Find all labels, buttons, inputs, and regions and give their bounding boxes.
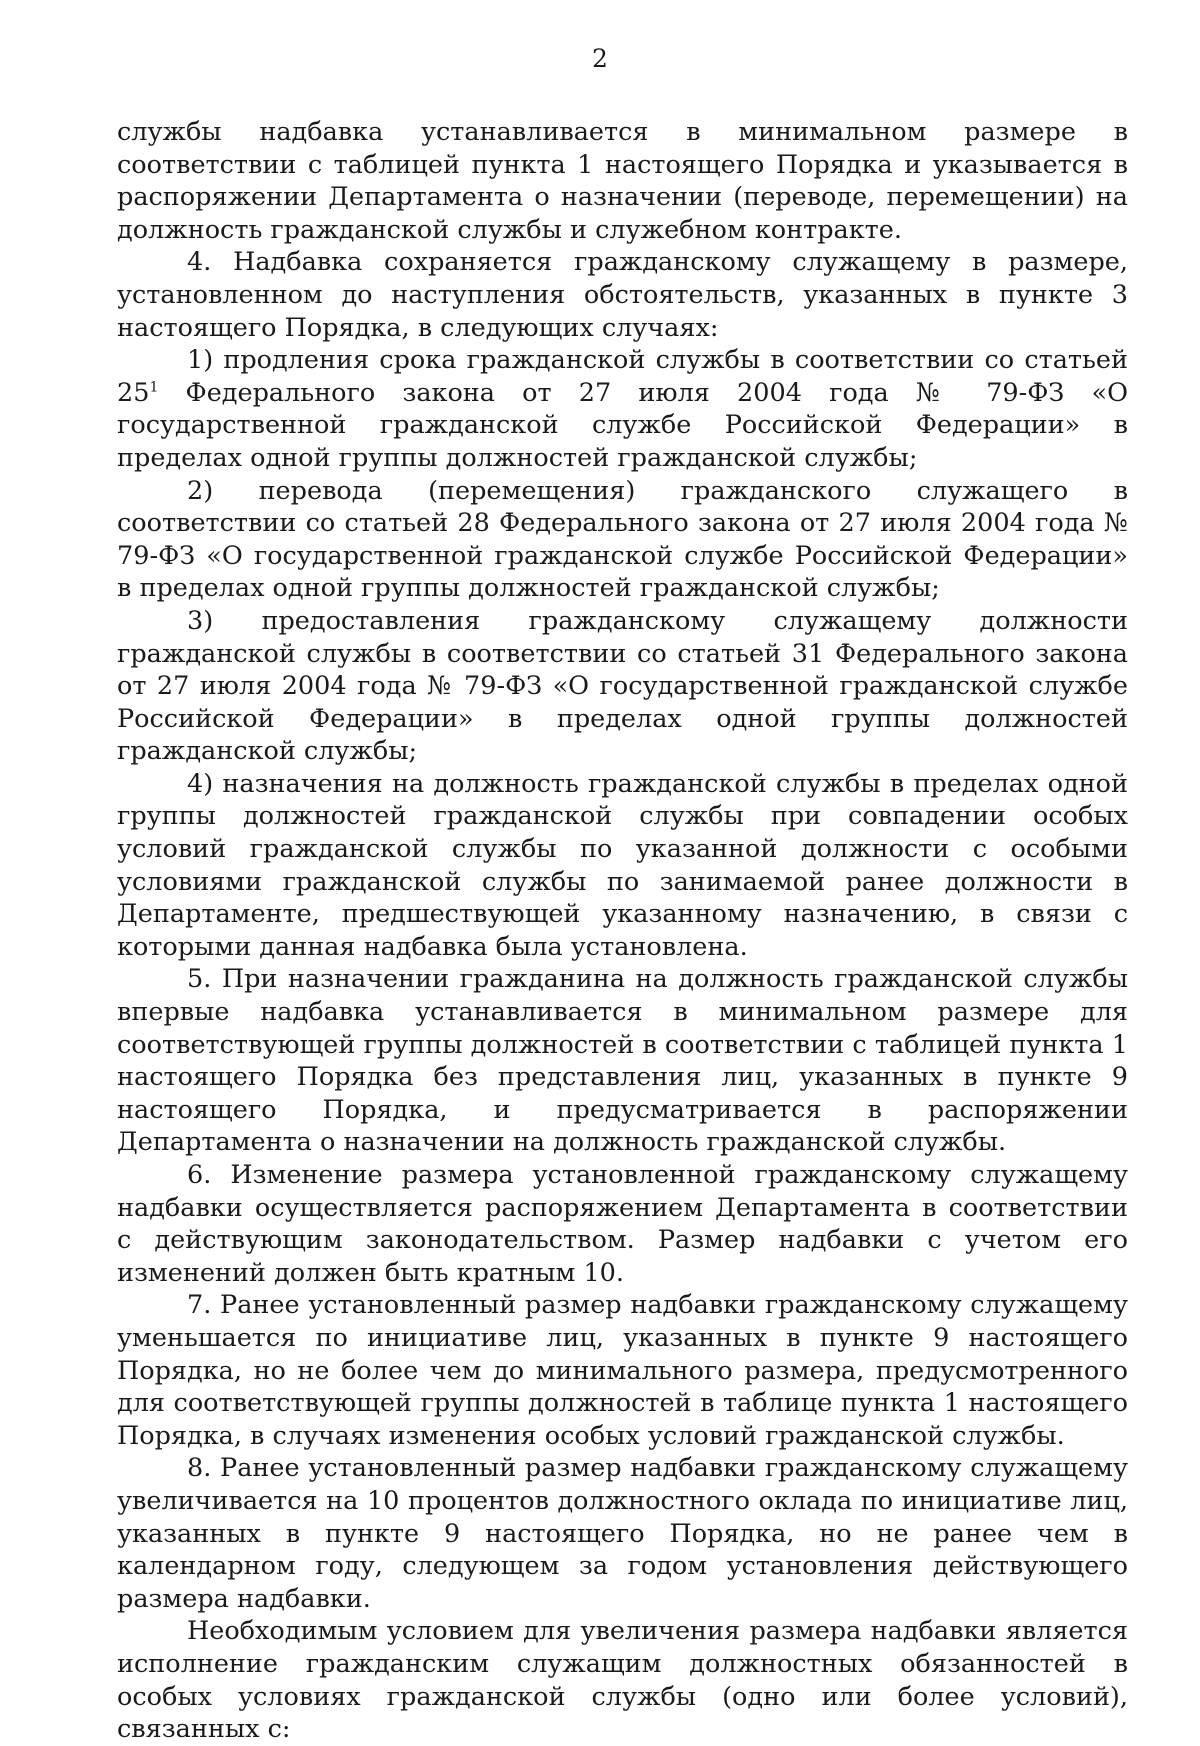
paragraph-continuation: службы надбавка устанавливается в минимальном размере в соответствии с таблицей пункта 1 настоящего Порядка и указывается в распоряжении Департамента о назначении (переводе, перемещении) на должность гражданской службы и служебном контракте. <box>117 117 1128 245</box>
paragraph-item-4: 4. Надбавка сохраняется гражданскому служащему в размере, установленном до наступления обстоятельств, указанных в пункте 3 настоящего Порядка, в следующих случаях: <box>117 247 1128 343</box>
paragraph-item-4-2: 2) перевода (перемещения) гражданского служащего в соответствии со статьей 28 Федерального закона от 27 июля 2004 года № 79-ФЗ «О государственной гражданской службе Российской Федерации» в пределах одной группы должностей гражданской службы; <box>117 475 1128 604</box>
paragraph-item-4-1-text-start: 1) продления срока гражданской службы в соответствии со статьей 25 <box>117 345 1128 408</box>
paragraph-item-6: 6. Изменение размера установленной гражданскому служащему надбавки осуществляется распоряжением Департамента в соответствии с действующим законодательством. Размер надбавки с учетом его изменений должен быть кратным 10. <box>117 1160 1128 1288</box>
paragraph-item-7: 7. Ранее установленный размер надбавки гражданскому служащему уменьшается по инициативе лиц, указанных в пункте 9 настоящего Порядка, но не более чем до минимального размера, предусмотренного для соответствующей группы должностей в таблице пункта 1 настоящего Порядка, в случаях изменения особых условий гражданской службы. <box>117 1290 1128 1451</box>
paragraph-item-4-1 <box>117 344 1128 474</box>
paragraph-item-4-1-text-end: Федерального закона от 27 июля 2004 года № 79-ФЗ «О государственной гражданской службе Российской Федерации» в пределах одной группы должностей гражданской службы; <box>117 377 1128 473</box>
page-number: 2 <box>592 44 608 73</box>
document-body <box>117 116 1128 1746</box>
paragraph-item-5: 5. При назначении гражданина на должность гражданской службы впервые надбавка устанавливается в минимальном размере для соответствующей группы должностей в соответствии с таблицей пункта 1 настоящего Порядка без представления лиц, указанных в пункте 9 настоящего Порядка, и предусматривается в распоряжении Департамента о назначении на должность гражданской службы. <box>117 964 1128 1158</box>
footnote-superscript: 1 <box>149 379 159 396</box>
paragraph-item-8-condition: Необходимым условием для увеличения размера надбавки является исполнение гражданским служащим должностных обязанностей в особых условиях гражданской службы (одно или более условий), связанных с: <box>117 1616 1128 1745</box>
paragraph-item-4-4: 4) назначения на должность гражданской службы в пределах одной группы должностей гражданской службы при совпадении особых условий гражданской службы по указанной должности с особыми условиями гражданской службы по занимаемой ранее должности в Департаменте, предшествующей указанному назначению, в связи с которыми данная надбавка была установлена. <box>117 768 1128 962</box>
paragraph-item-8: 8. Ранее установленный размер надбавки гражданскому служащему увеличивается на 10 процентов должностного оклада по инициативе лиц, указанных в пункте 9 настоящего Порядка, но не ранее чем в календарном году, следующем за годом установления действующего размера надбавки. <box>117 1453 1128 1614</box>
paragraph-item-4-3: 3) предоставления гражданскому служащему должности гражданской службы в соответствии со статьей 31 Федерального закона от 27 июля 2004 года № 79-ФЗ «О государственной гражданской службе Российской Федерации» в пределах одной группы должностей гражданской службы; <box>117 605 1128 767</box>
